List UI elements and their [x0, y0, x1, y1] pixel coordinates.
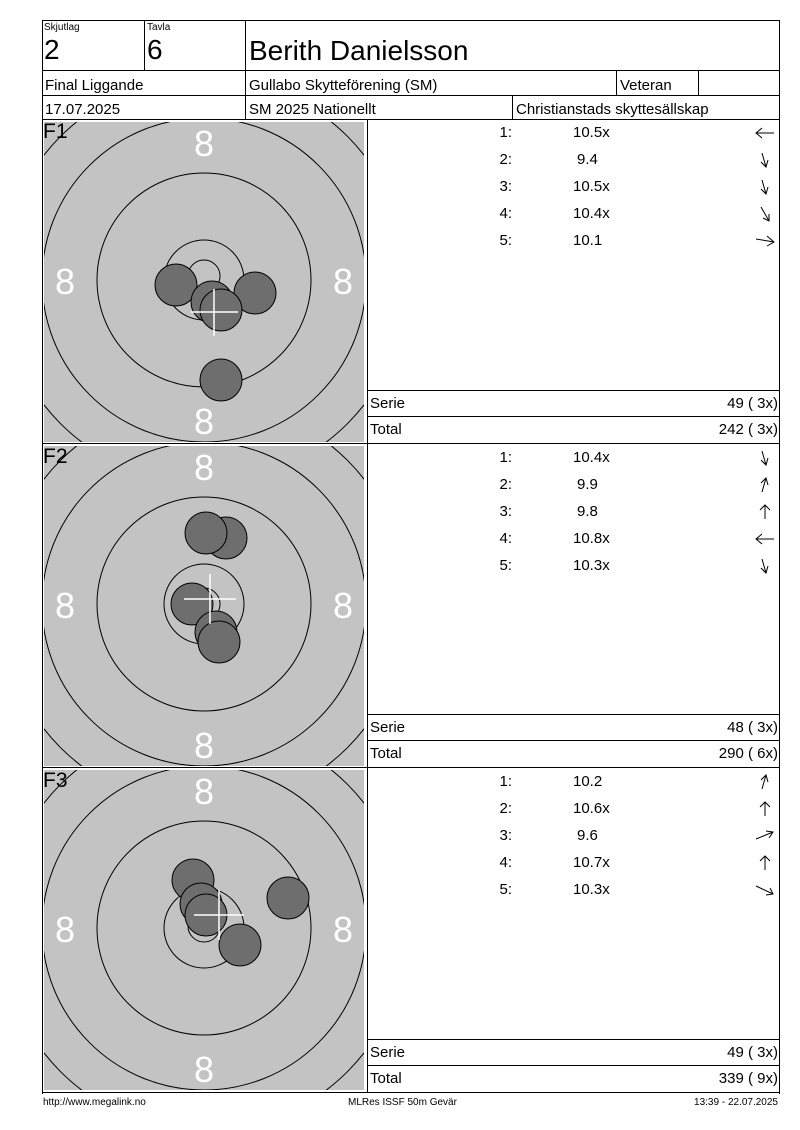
ring-label: 8: [54, 261, 76, 302]
arrow-down-right-icon: [752, 882, 778, 898]
shot-value: 9.8: [577, 503, 598, 520]
serie-value: 49 ( 3x): [727, 395, 778, 412]
skjutlag-value: 2: [44, 34, 60, 65]
serie-label: Serie: [370, 1044, 406, 1061]
shot-number: 2:: [499, 151, 512, 168]
shot-number: 3:: [499, 503, 512, 520]
shot-mark: [219, 924, 261, 966]
target-f3: [44, 770, 364, 1090]
shot-number: 1:: [499, 449, 512, 466]
shot-value: 10.4x: [573, 205, 610, 222]
arrow-up-icon: [752, 801, 778, 817]
target-f1: [44, 122, 364, 442]
ring-label: 8: [193, 771, 215, 812]
shot-number: 4:: [499, 854, 512, 871]
arrow-left-icon: [752, 531, 778, 547]
competition-date: 17.07.2025: [45, 101, 121, 118]
target-f3-svg: [44, 770, 364, 1090]
total-value: 339 ( 9x): [718, 1070, 778, 1087]
tavla-label: Tavla: [147, 22, 171, 33]
shot-mark: [200, 359, 242, 401]
footer-printed: 13:39 - 22.07.2025: [694, 1097, 778, 1108]
shot-value: 10.7x: [573, 854, 610, 871]
shooter-name: Berith Danielsson: [249, 35, 469, 66]
shot-number: 1:: [499, 773, 512, 790]
shot-value: 10.4x: [573, 449, 610, 466]
tavla-value: 6: [147, 34, 163, 65]
ring-label: 8: [193, 447, 215, 488]
ring-label: 8: [54, 585, 76, 626]
arrow-down-icon: [752, 558, 778, 574]
shot-value: 9.6: [577, 827, 598, 844]
shot-value: 10.8x: [573, 530, 610, 547]
stage-label-f2: F2: [43, 445, 68, 468]
total-label: Total: [370, 745, 402, 762]
target-f2: [44, 446, 364, 766]
shot-value: 10.2: [573, 773, 603, 790]
shot-value: 10.6x: [573, 800, 610, 817]
shot-number: 2:: [499, 476, 512, 493]
stage-label-f1: F1: [43, 120, 68, 143]
arrow-up-right-icon: [752, 828, 778, 844]
ring-label: 8: [193, 401, 215, 442]
shot-number: 5:: [499, 557, 512, 574]
shot-number: 4:: [499, 205, 512, 222]
shot-value: 9.4: [577, 151, 598, 168]
shot-number: 4:: [499, 530, 512, 547]
arrow-up-icon: [752, 855, 778, 871]
competition-name: SM 2025 Nationellt: [249, 101, 376, 118]
serie-value: 49 ( 3x): [727, 1044, 778, 1061]
shot-number: 2:: [499, 800, 512, 817]
ring-label: 8: [332, 909, 354, 950]
organizer-name: Christianstads skyttesällskap: [516, 101, 709, 118]
shot-value: 10.3x: [573, 557, 610, 574]
shot-value: 10.1: [573, 232, 603, 249]
shot-value: 10.3x: [573, 881, 610, 898]
ring-label: 8: [193, 725, 215, 766]
shot-mark: [185, 512, 227, 554]
shot-mark: [267, 877, 309, 919]
arrow-down-icon: [752, 450, 778, 466]
shot-number: 5:: [499, 881, 512, 898]
arrow-up-icon: [752, 774, 778, 790]
total-label: Total: [370, 421, 402, 438]
footer-url: http://www.megalink.no: [43, 1097, 146, 1108]
shot-value: 10.5x: [573, 124, 610, 141]
arrow-right-icon: [752, 233, 778, 249]
shot-number: 5:: [499, 232, 512, 249]
shot-value: 10.5x: [573, 178, 610, 195]
target-f2-svg: [44, 446, 364, 766]
shot-value: 9.9: [577, 476, 598, 493]
stage-label-f3: F3: [43, 769, 68, 792]
ring-label: 8: [193, 123, 215, 164]
shot-mark: [200, 289, 242, 331]
event-name: Final Liggande: [45, 77, 144, 94]
serie-label: Serie: [370, 719, 406, 736]
ring-label: 8: [193, 1049, 215, 1090]
shot-mark: [198, 621, 240, 663]
total-value: 242 ( 3x): [718, 421, 778, 438]
ring-label: 8: [54, 909, 76, 950]
footer-program: MLRes ISSF 50m Gevär: [348, 1097, 457, 1108]
arrow-left-icon: [752, 125, 778, 141]
arrow-down-icon: [752, 179, 778, 195]
shot-number: 3:: [499, 827, 512, 844]
arrow-down-right-icon: [752, 206, 778, 222]
shooter-class: Veteran: [620, 77, 672, 94]
shot-number: 1:: [499, 124, 512, 141]
arrow-up-icon: [752, 504, 778, 520]
target-f1-svg: [44, 122, 364, 442]
arrow-down-icon: [752, 152, 778, 168]
ring-label: 8: [332, 261, 354, 302]
arrow-up-icon: [752, 477, 778, 493]
skjutlag-label: Skjutlag: [44, 22, 80, 33]
shot-number: 3:: [499, 178, 512, 195]
serie-label: Serie: [370, 395, 406, 412]
total-label: Total: [370, 1070, 402, 1087]
serie-value: 48 ( 3x): [727, 719, 778, 736]
club-name: Gullabo Skytteförening (SM): [249, 77, 438, 94]
total-value: 290 ( 6x): [718, 745, 778, 762]
ring-label: 8: [332, 585, 354, 626]
